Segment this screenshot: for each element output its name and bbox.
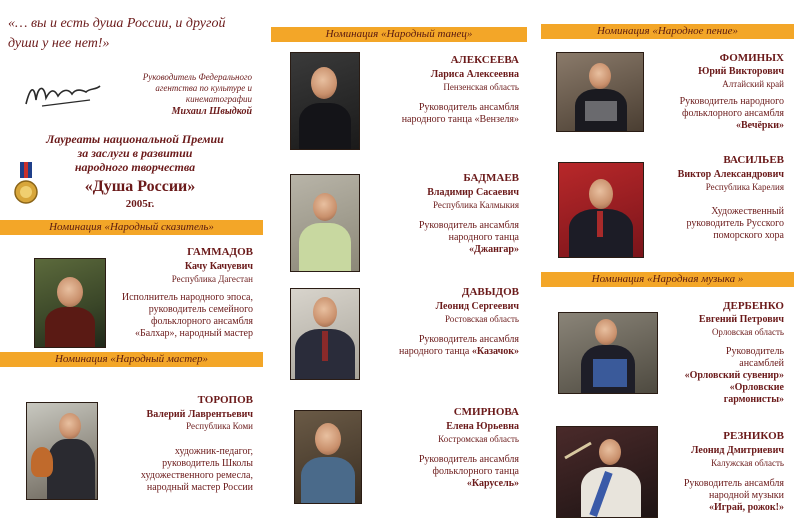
photo-vasiliev [558, 162, 644, 258]
nomination-band-song: Номинация «Народное пение» [541, 24, 794, 39]
toropov-region: Республика Коми [186, 421, 253, 431]
quote-line-1: «… вы и есть душа России, и другой [8, 16, 226, 31]
fominykh-surname: ФОМИНЫХ [719, 52, 784, 64]
nomination-band-skazitel: Номинация «Народный сказитель» [0, 220, 263, 235]
prize-title: «Душа России» [84, 178, 196, 195]
davydov-fio: Леонид Сергеевич [435, 301, 519, 312]
fominykh-description: Руководитель народного фольклорного ансамбля «Вечёрки» [679, 96, 784, 131]
signatory-role: Руководитель Федерального агентства по культуре и кинематографии [142, 72, 252, 104]
signature-image [20, 78, 104, 112]
reznikov-description: Руководитель ансамбля народной музыки «Играй, рожок!» [683, 478, 784, 513]
gammadov-description: Исполнитель народного эпоса, руководитель семейного фольклорного ансамбля «Балхар», народный мастер [121, 292, 253, 339]
alekseeva-region: Пензенская область [443, 82, 519, 92]
gammadov-fio: Качу Качуевич [184, 261, 253, 272]
vasiliev-region: Республика Карелия [705, 182, 784, 192]
quote-line-2: души у нее нет!» [8, 36, 110, 51]
smirnova-region: Костромская область [438, 434, 519, 444]
reznikov-region: Калужская область [711, 458, 784, 468]
smirnova-description: Руководитель ансамбля фольклорного танца «Карусель» [418, 454, 519, 489]
badmaev-description: Руководитель ансамбля народного танца «Джангар» [418, 220, 519, 255]
nomination-band-dance: Номинация «Народный танец» [271, 27, 527, 42]
fominykh-region: Алтайский край [722, 79, 784, 89]
nomination-band-music: Номинация «Народная музыка » [541, 272, 794, 287]
vasiliev-description: Художественный руководитель Русского поморского хора [686, 206, 784, 241]
photo-toropov [26, 402, 98, 500]
nomination-band-master: Номинация «Народный мастер» [0, 352, 263, 367]
derbenko-description: Руководитель ансамблей «Орловский сувенир» «Орловские гармонисты» [684, 346, 784, 405]
derbenko-fio: Евгений Петрович [698, 314, 784, 325]
photo-reznikov [556, 426, 658, 518]
badmaev-surname: БАДМАЕВ [463, 172, 519, 184]
photo-gammadov [34, 258, 106, 348]
signatory-name: Михаил Швыдкой [171, 106, 252, 117]
badmaev-fio: Владимир Сасаевич [427, 187, 519, 198]
laureates-heading: Лауреаты национальной Премии за заслуги в развитии народного творчества [46, 132, 224, 174]
davydov-surname: ДАВЫДОВ [461, 286, 519, 298]
photo-fominykh [556, 52, 644, 132]
derbenko-region: Орловская область [711, 327, 784, 337]
toropov-fio: Валерий Лаврентьевич [146, 409, 253, 420]
medal-icon [12, 160, 40, 210]
davydov-region: Ростовская область [445, 314, 519, 324]
fominykh-fio: Юрий Викторович [698, 66, 784, 77]
alekseeva-description: Руководитель ансамбля народного танца «Вензеля» [401, 102, 519, 125]
photo-smirnova [294, 410, 362, 504]
derbenko-surname: ДЕРБЕНКО [722, 300, 784, 312]
reznikov-surname: РЕЗНИКОВ [723, 430, 784, 442]
alekseeva-surname: АЛЕКСЕЕВА [450, 54, 519, 66]
badmaev-region: Республика Калмыкия [433, 200, 519, 210]
photo-badmaev [290, 174, 360, 272]
photo-derbenko [558, 312, 658, 394]
vasiliev-fio: Виктор Александрович [677, 169, 784, 180]
intro-quote [8, 14, 268, 54]
reznikov-fio: Леонид Дмитриевич [691, 445, 784, 456]
photo-alekseeva [290, 52, 360, 150]
alekseeva-fio: Лариса Алексеевна [430, 69, 519, 80]
photo-davydov [290, 288, 360, 380]
smirnova-fio: Елена Юрьевна [446, 421, 519, 432]
prize-year: 2005г. [125, 198, 155, 210]
smirnova-surname: СМИРНОВА [453, 406, 519, 418]
gammadov-surname: ГАММАДОВ [187, 246, 253, 258]
gammadov-region: Республика Дагестан [171, 274, 253, 284]
toropov-description: художник-педагог, руководитель Школы художественного ремесла, народный мастер России [140, 446, 253, 493]
davydov-description: Руководитель ансамбля народного танца «Казачок» [398, 334, 519, 357]
vasiliev-surname: ВАСИЛЬЕВ [723, 154, 784, 166]
toropov-surname: ТОРОПОВ [197, 394, 253, 406]
